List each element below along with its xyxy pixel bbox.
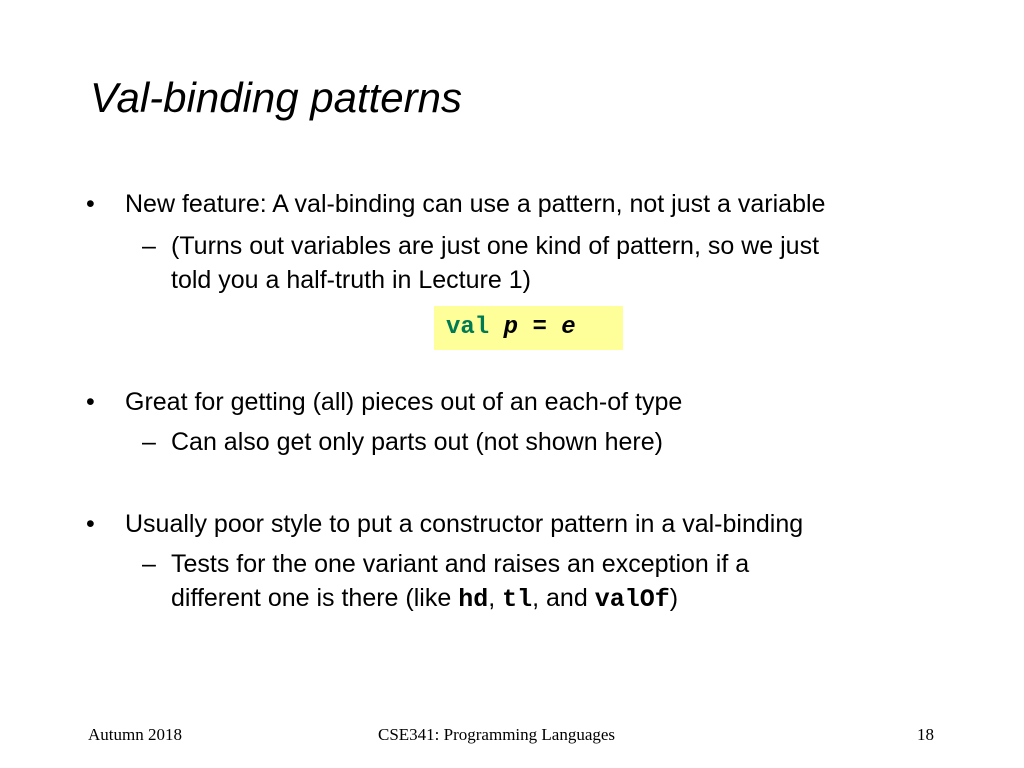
code-equals: =	[532, 314, 547, 341]
bullet-text: Usually poor style to put a constructor pattern in a val-binding	[125, 510, 804, 538]
footer-course: CSE341: Programming Languages	[378, 725, 616, 744]
sub-bullet-marker: –	[142, 550, 156, 578]
sub-bullet-text: Tests for the one variant and raises an exception if a	[171, 550, 750, 578]
bullet-marker: •	[86, 388, 95, 416]
code-keyword: val	[446, 314, 490, 341]
code-pattern: p	[503, 314, 519, 341]
sub-bullet-marker: –	[142, 428, 156, 456]
bullet-marker: •	[86, 510, 95, 538]
sub-bullet-text-continued: told you a half-truth in Lecture 1)	[171, 266, 531, 294]
bullet-marker: •	[86, 190, 95, 218]
sub-bullet-text: Can also get only parts out (not shown here)	[171, 428, 663, 456]
code-hd: hd	[458, 585, 489, 614]
sub-bullet-text: (Turns out variables are just one kind of pattern, so we just	[171, 232, 820, 260]
code-valof: valOf	[594, 585, 670, 614]
text-segment: ,	[488, 584, 503, 612]
sub-bullet-text-continued	[171, 580, 678, 618]
code-tl: tl	[502, 585, 533, 614]
text-segment: different one is there (like	[171, 584, 459, 612]
code-expression: e	[561, 314, 576, 341]
footer-date: Autumn 2018	[88, 725, 182, 744]
footer-page-number: 18	[917, 725, 934, 744]
code-example	[434, 306, 623, 350]
slide-title: Val-binding patterns	[90, 74, 463, 121]
sub-bullet-marker: –	[142, 232, 156, 260]
bullet-text: New feature: A val-binding can use a pattern, not just a variable	[125, 190, 826, 218]
text-segment: , and	[532, 584, 595, 612]
bullet-text: Great for getting (all) pieces out of an each-of type	[125, 388, 683, 416]
text-segment: )	[669, 584, 679, 612]
